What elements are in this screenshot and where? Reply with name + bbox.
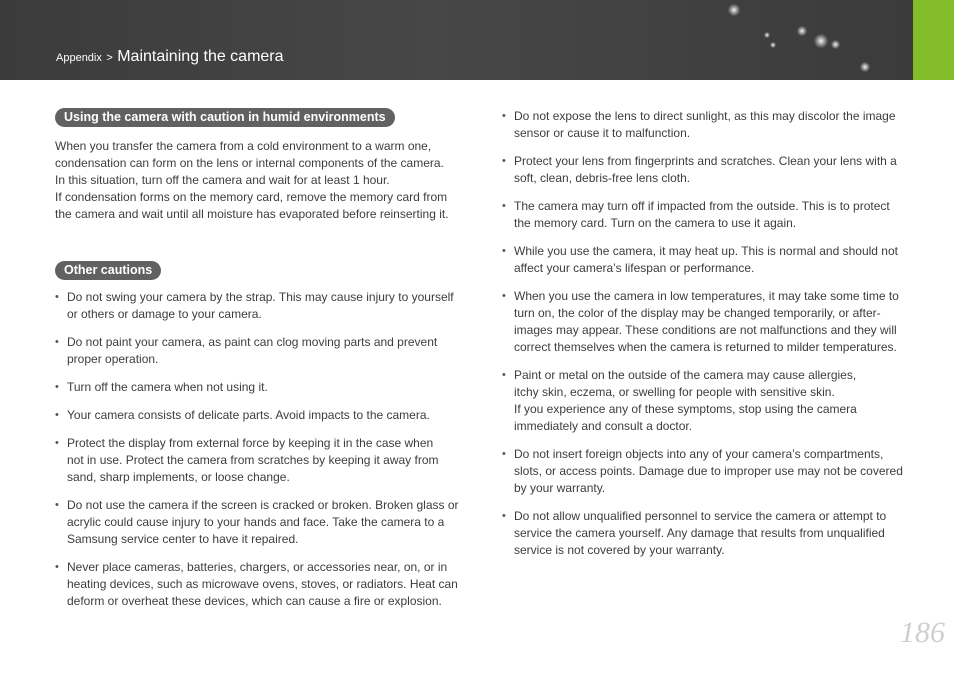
humid-section: [55, 108, 469, 223]
paragraph-line: condensation can form on the lens or internal components of the camera.: [55, 156, 444, 170]
left-column: [55, 108, 469, 621]
chapter-color-tab: [913, 0, 954, 80]
other-cautions-list: [55, 289, 469, 610]
light-sparkle-decoration: [831, 40, 840, 49]
list-item: • Protect your lens from fingerprints and scratches. Clean your lens with a soft, clean, debris-free lens cloth.: [502, 153, 916, 187]
list-item: • Do not expose the lens to direct sunlight, as this may discolor the image sensor or cause it to malfunction.: [502, 108, 916, 142]
light-sparkle-decoration: [764, 32, 770, 38]
paragraph-line: When you transfer the camera from a cold environment to a warm one,: [55, 139, 432, 153]
right-column: [502, 108, 916, 570]
right-cautions-list: [502, 108, 916, 559]
paragraph-line: In this situation, turn off the camera and wait for at least 1 hour.: [55, 173, 390, 187]
list-item: • Do not swing your camera by the strap. This may cause injury to yourself or others or damage to your camera.: [55, 289, 469, 323]
breadcrumb: [56, 48, 284, 66]
light-sparkle-decoration: [797, 26, 807, 36]
other-cautions-section: [55, 261, 469, 610]
list-item: • When you use the camera in low temperatures, it may take some time to turn on, the color of the display may be changed temporarily, or after- images may appear. These conditions are not malfunctions and they will correct themselves when the camera is returned to milder temperatures.: [502, 288, 916, 356]
list-item: • Do not paint your camera, as paint can clog moving parts and prevent proper operation.: [55, 334, 469, 368]
list-item: • Protect the display from external force by keeping it in the case when not in use. Protect the camera from scratches by keeping it away from sand, sharp implements, or loose change.: [55, 435, 469, 486]
list-item: • The camera may turn off if impacted from the outside. This is to protect the memory card. Turn on the camera to use it again.: [502, 198, 916, 232]
page-number: 186: [900, 616, 945, 649]
list-item: • Turn off the camera when not using it.: [55, 379, 469, 396]
light-sparkle-decoration: [728, 4, 740, 16]
breadcrumb-parent: Appendix: [56, 52, 102, 64]
list-item: • Do not allow unqualified personnel to service the camera or attempt to service the camera yourself. Any damage that results from unqualified service is not covered by your warranty.: [502, 508, 916, 559]
list-item: • Paint or metal on the outside of the camera may cause allergies, itchy skin, eczema, or swelling for people with sensitive skin. If you experience any of these symptoms, stop using the camera immediately and consult a doctor.: [502, 367, 916, 435]
list-item: • Do not use the camera if the screen is cracked or broken. Broken glass or acrylic could cause injury to your hands and face. Take the camera to a Samsung service center to have it repaired.: [55, 497, 469, 548]
breadcrumb-current: Maintaining the camera: [117, 48, 284, 65]
list-item: • Do not insert foreign objects into any of your camera’s compartments, slots, or access points. Damage due to improper use may not be covered by your warranty.: [502, 446, 916, 497]
humid-paragraph: [55, 138, 469, 223]
list-item: • Never place cameras, batteries, chargers, or accessories near, on, or in heating devices, such as microwave ovens, stoves, or radiators. Heat can deform or overheat these devices, which can cause a fire or explosion.: [55, 559, 469, 610]
light-sparkle-decoration: [814, 34, 828, 48]
light-sparkle-decoration: [770, 42, 776, 48]
list-item: • While you use the camera, it may heat up. This is normal and should not affect your camera’s lifespan or performance.: [502, 243, 916, 277]
paragraph-line: the camera and wait until all moisture has evaporated before reinserting it.: [55, 207, 449, 221]
list-item: • Your camera consists of delicate parts. Avoid impacts to the camera.: [55, 407, 469, 424]
page-header: [0, 0, 954, 80]
paragraph-line: If condensation forms on the memory card, remove the memory card from: [55, 190, 448, 204]
section-title-other-cautions: Other cautions: [55, 261, 161, 280]
breadcrumb-separator: >: [106, 52, 113, 64]
light-sparkle-decoration: [860, 62, 870, 72]
section-title-humid: Using the camera with caution in humid environments: [55, 108, 395, 127]
